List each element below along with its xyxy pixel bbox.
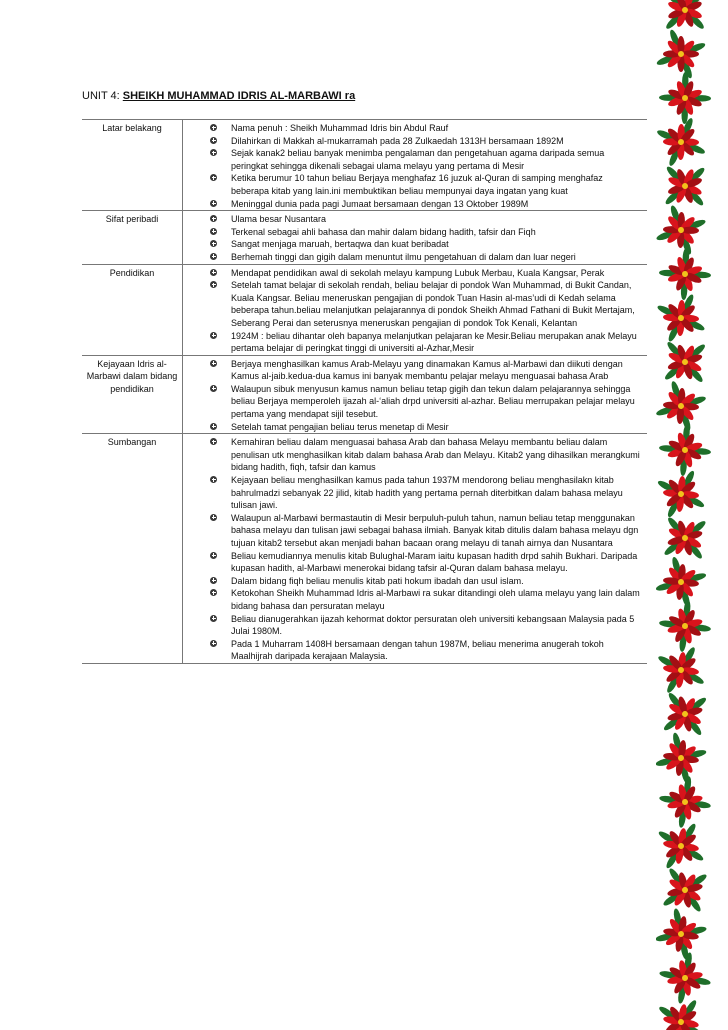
plus-bullet-icon (210, 615, 217, 622)
list-item-text: Berhemah tinggi dan gigih dalam menuntut ilmu pengetahuan di dalam dan luar negeri (231, 251, 576, 262)
bullet-list (183, 358, 643, 434)
poinsettia-flower-icon (656, 115, 708, 168)
poinsettia-flower-icon (656, 421, 714, 479)
row-category: Latar belakang (82, 120, 183, 211)
plus-bullet-icon (210, 174, 217, 181)
plus-bullet-icon (210, 552, 217, 559)
plus-bullet-icon (210, 385, 217, 392)
list-item-text: Sangat menjaga maruah, bertaqwa dan kuat beribadat (231, 239, 449, 250)
bullet-list (183, 436, 643, 663)
list-item (183, 421, 643, 434)
list-item (183, 512, 643, 550)
plus-bullet-icon (210, 124, 217, 131)
poinsettia-flower-icon (656, 554, 709, 610)
poinsettia-flower-icon (663, 340, 707, 384)
table-row (82, 211, 647, 264)
row-content (183, 264, 648, 355)
plus-bullet-icon (210, 640, 217, 647)
poinsettia-flower-icon (656, 27, 708, 81)
list-item (183, 613, 643, 638)
list-item-text: Ketokohan Sheikh Muhammad Idris al-Marbawi ra sukar ditandingi oleh ulama melayu yang lain dalam bidang bahasa dan persuratan melayu (231, 588, 640, 611)
list-item-text: Kejayaan beliau menghasilkan kamus pada tahun 1937M mendorong beliau menghasilakn kitab bahrulmadzi sebanyak 22 jilid, kitab hadith yang pertama pernah diterbitkan dalam bahasa melayu tulisan jawi. (231, 475, 623, 511)
table-row (82, 120, 647, 211)
row-category: Sifat peribadi (82, 211, 183, 264)
row-category: Kejayaan Idris al-Marbawi dalam bidang pendidikan (82, 355, 183, 434)
plus-bullet-icon (210, 438, 217, 445)
row-content (183, 211, 648, 264)
poinsettia-flower-icon (656, 645, 706, 696)
bullet-list (183, 213, 643, 263)
plus-bullet-icon (210, 332, 217, 339)
poinsettia-flower-icon (656, 468, 707, 520)
list-item (183, 213, 643, 226)
list-item-text: Setelah tamat pengajian beliau terus menetap di Mesir (231, 421, 449, 432)
list-item (183, 172, 643, 197)
poinsettia-border-svg (656, 0, 714, 1030)
poinsettia-flower-icon (656, 730, 709, 787)
list-item (183, 436, 643, 474)
list-item (183, 358, 643, 383)
list-item (183, 575, 643, 588)
list-item-text: Kemahiran beliau dalam menguasai bahasa Arab dan bahasa Melayu membantu beliau dalam penulisan utk menghasilkan kitab dalam bahasa Arab dan Melayu. Kitab2 yang dihasilkan merangkumi bidang hadith, fiqh, tafsir dan kamus (231, 437, 640, 473)
plus-bullet-icon (210, 200, 217, 207)
poinsettia-flower-icon (656, 69, 714, 127)
list-item-text: Mendapat pendidikan awal di sekolah melayu kampung Lubuk Merbau, Kuala Kangsar, Perak (231, 267, 605, 278)
list-item-text: Sejak kanak2 beliau banyak menimba pengalaman dan pengetahuan agama daripada semua peringkat sehingga dikenali sebagai ulama melayu yang pertama di Mesir (231, 148, 605, 171)
row-category: Sumbangan (82, 434, 183, 664)
bullet-list (183, 267, 643, 355)
list-item (183, 330, 643, 355)
content-table (82, 119, 647, 664)
list-item-text: Berjaya menghasilkan kamus Arab-Melayu yang dinamakan Kamus al-Marbawi dan diikuti dengan Kamus al-jaib.kedua-dua kamus ini banyak membantu pelajar melayu menguasai bahasa Arab (231, 358, 623, 382)
row-content (183, 434, 648, 664)
plus-bullet-icon (210, 476, 217, 483)
poinsettia-border (656, 0, 714, 1030)
list-item (183, 147, 643, 172)
list-item (183, 122, 643, 135)
plus-bullet-icon (210, 240, 217, 247)
poinsettia-flower-icon (656, 905, 710, 962)
poinsettia-flower-icon (656, 292, 707, 344)
table-row (82, 434, 647, 664)
list-item (183, 638, 643, 663)
list-item-text: Walaupun sibuk menyusun kamus namun beliau tetap gigih dan tekun dalam pelajarannya sehingga beliau Berjaya memperoleh ijazah al-‘aliah drpd universiti al-azhar. Beliau merrupakan pelajar melayu pertama yang mendapat sijil tesebut. (231, 383, 635, 420)
page-title (82, 89, 355, 103)
plus-bullet-icon (210, 360, 217, 367)
plus-bullet-icon (210, 577, 217, 584)
list-item (183, 267, 643, 280)
row-category: Pendidikan (82, 264, 183, 355)
poinsettia-flower-icon (656, 821, 706, 871)
list-item-text: Dalam bidang fiqh beliau menulis kitab pati hokum ibadah dan usul islam. (231, 575, 524, 586)
list-item (183, 251, 643, 264)
row-content (183, 120, 648, 211)
bullet-list (183, 122, 643, 210)
plus-bullet-icon (210, 589, 217, 596)
list-item-text: Pada 1 Muharram 1408H bersamaan dengan tahun 1987M, beliau menerima anugerah tokoh Maalhijrah daripada kerajaan Malaysia. (231, 638, 604, 662)
table-row (82, 355, 647, 434)
poinsettia-flower-icon (664, 0, 705, 31)
plus-bullet-icon (210, 149, 217, 156)
poinsettia-flower-icon (656, 245, 714, 303)
list-item-text: Beliau kemudiannya menulis kitab Bulughal-Maram iaitu kupasan hadith drpd sahih Bukhari. Daripada kupasan hadith, al-Marbawi menerokai bidang tafsir al-Quran dalam bahasa melayu. (231, 550, 638, 574)
plus-bullet-icon (210, 228, 217, 235)
list-item (183, 135, 643, 148)
poinsettia-flower-icon (664, 165, 707, 208)
list-item-text: Ketika berumur 10 tahun beliau Berjaya menghafaz 16 juzuk al-Quran di samping menghafaz beberapa kitab yang lain.ini membuktikan beliau mempunyai daya ingatan yang kuat (231, 173, 603, 196)
row-content (183, 355, 648, 434)
list-item (183, 383, 643, 421)
list-item-text: Meninggal dunia pada pagi Jumaat bersamaan dengan 13 Oktober 1989M (231, 198, 529, 209)
poinsettia-flower-icon (662, 691, 709, 738)
list-item-text: Walaupun al-Marbawi bermastautin di Mesir berpuluh-puluh tahun, namun beliau tetap menggunakan bahasa melayu dan tulisan jawi sebagai bahasa ilmiah. Banyak kitab ditulis dalam bahasa melayu dgn tujuan kitab2 tersebut akan menjadi bahan bacaan orang melayu di tanah airnya dan Nusantara (231, 512, 639, 548)
list-item-text: Setelah tamat belajar di sekolah rendah, beliau belajar di pondok Wan Muhammad, di Bukit Candan, Kuala Kangsar. Beliau meneruskan pengajian di pondok Tuan Hasin al-mas’udi di Kedah selama beberapa tahun.beliau melanjutkan pelajarannya di pondok Sheikh Ahmad Fathani di Bukit Mertajam, Seberang Perai dan seterusnya meneruskan pengajian di pondok Tok Kenali, Kelantan (231, 280, 635, 328)
poinsettia-flower-icon (661, 866, 709, 914)
list-item-text: Terkenal sebagai ahli bahasa dan mahir dalam bidang hadith, tafsir dan Fiqh (231, 226, 536, 237)
plus-bullet-icon (210, 514, 217, 521)
unit-title: SHEIKH MUHAMMAD IDRIS AL-MARBAWI ra (122, 90, 356, 102)
list-item (183, 550, 643, 575)
list-item (183, 226, 643, 239)
list-item-text: Nama penuh : Sheikh Muhammad Idris bin Abdul Rauf (231, 123, 449, 133)
plus-bullet-icon (210, 423, 217, 430)
poinsettia-flower-icon (662, 515, 707, 560)
plus-bullet-icon (210, 137, 217, 144)
list-item-text: Beliau dianugerahkan ijazah kehormat doktor persuratan oleh universiti kebangsaan Malaysia pada 5 Julai 1980M. (231, 613, 635, 637)
list-item-text: 1924M : beliau dihantar oleh bapanya melanjutkan pelajaran ke Mesir.Beliau merupakan anak Melayu pertama belajar di peringkat tinggi di universiti al-Azhar,Mesir (231, 330, 637, 354)
unit-label: UNIT 4: (82, 90, 123, 102)
poinsettia-flower-icon (656, 378, 709, 434)
list-item (183, 587, 643, 612)
list-item (183, 238, 643, 251)
list-item (183, 198, 643, 211)
plus-bullet-icon (210, 281, 217, 288)
poinsettia-flower-icon (656, 597, 714, 655)
list-item-text: Dilahirkan di Makkah al-mukarramah pada 28 Zulkaedah 1313H bersamaan 1892M (231, 135, 564, 146)
table-row (82, 264, 647, 355)
list-item-text: Ulama besar Nusantara (231, 214, 327, 225)
poinsettia-flower-icon (656, 203, 708, 258)
list-item (183, 474, 643, 512)
plus-bullet-icon (210, 253, 217, 260)
plus-bullet-icon (210, 215, 217, 222)
list-item (183, 279, 643, 329)
plus-bullet-icon (210, 269, 217, 276)
